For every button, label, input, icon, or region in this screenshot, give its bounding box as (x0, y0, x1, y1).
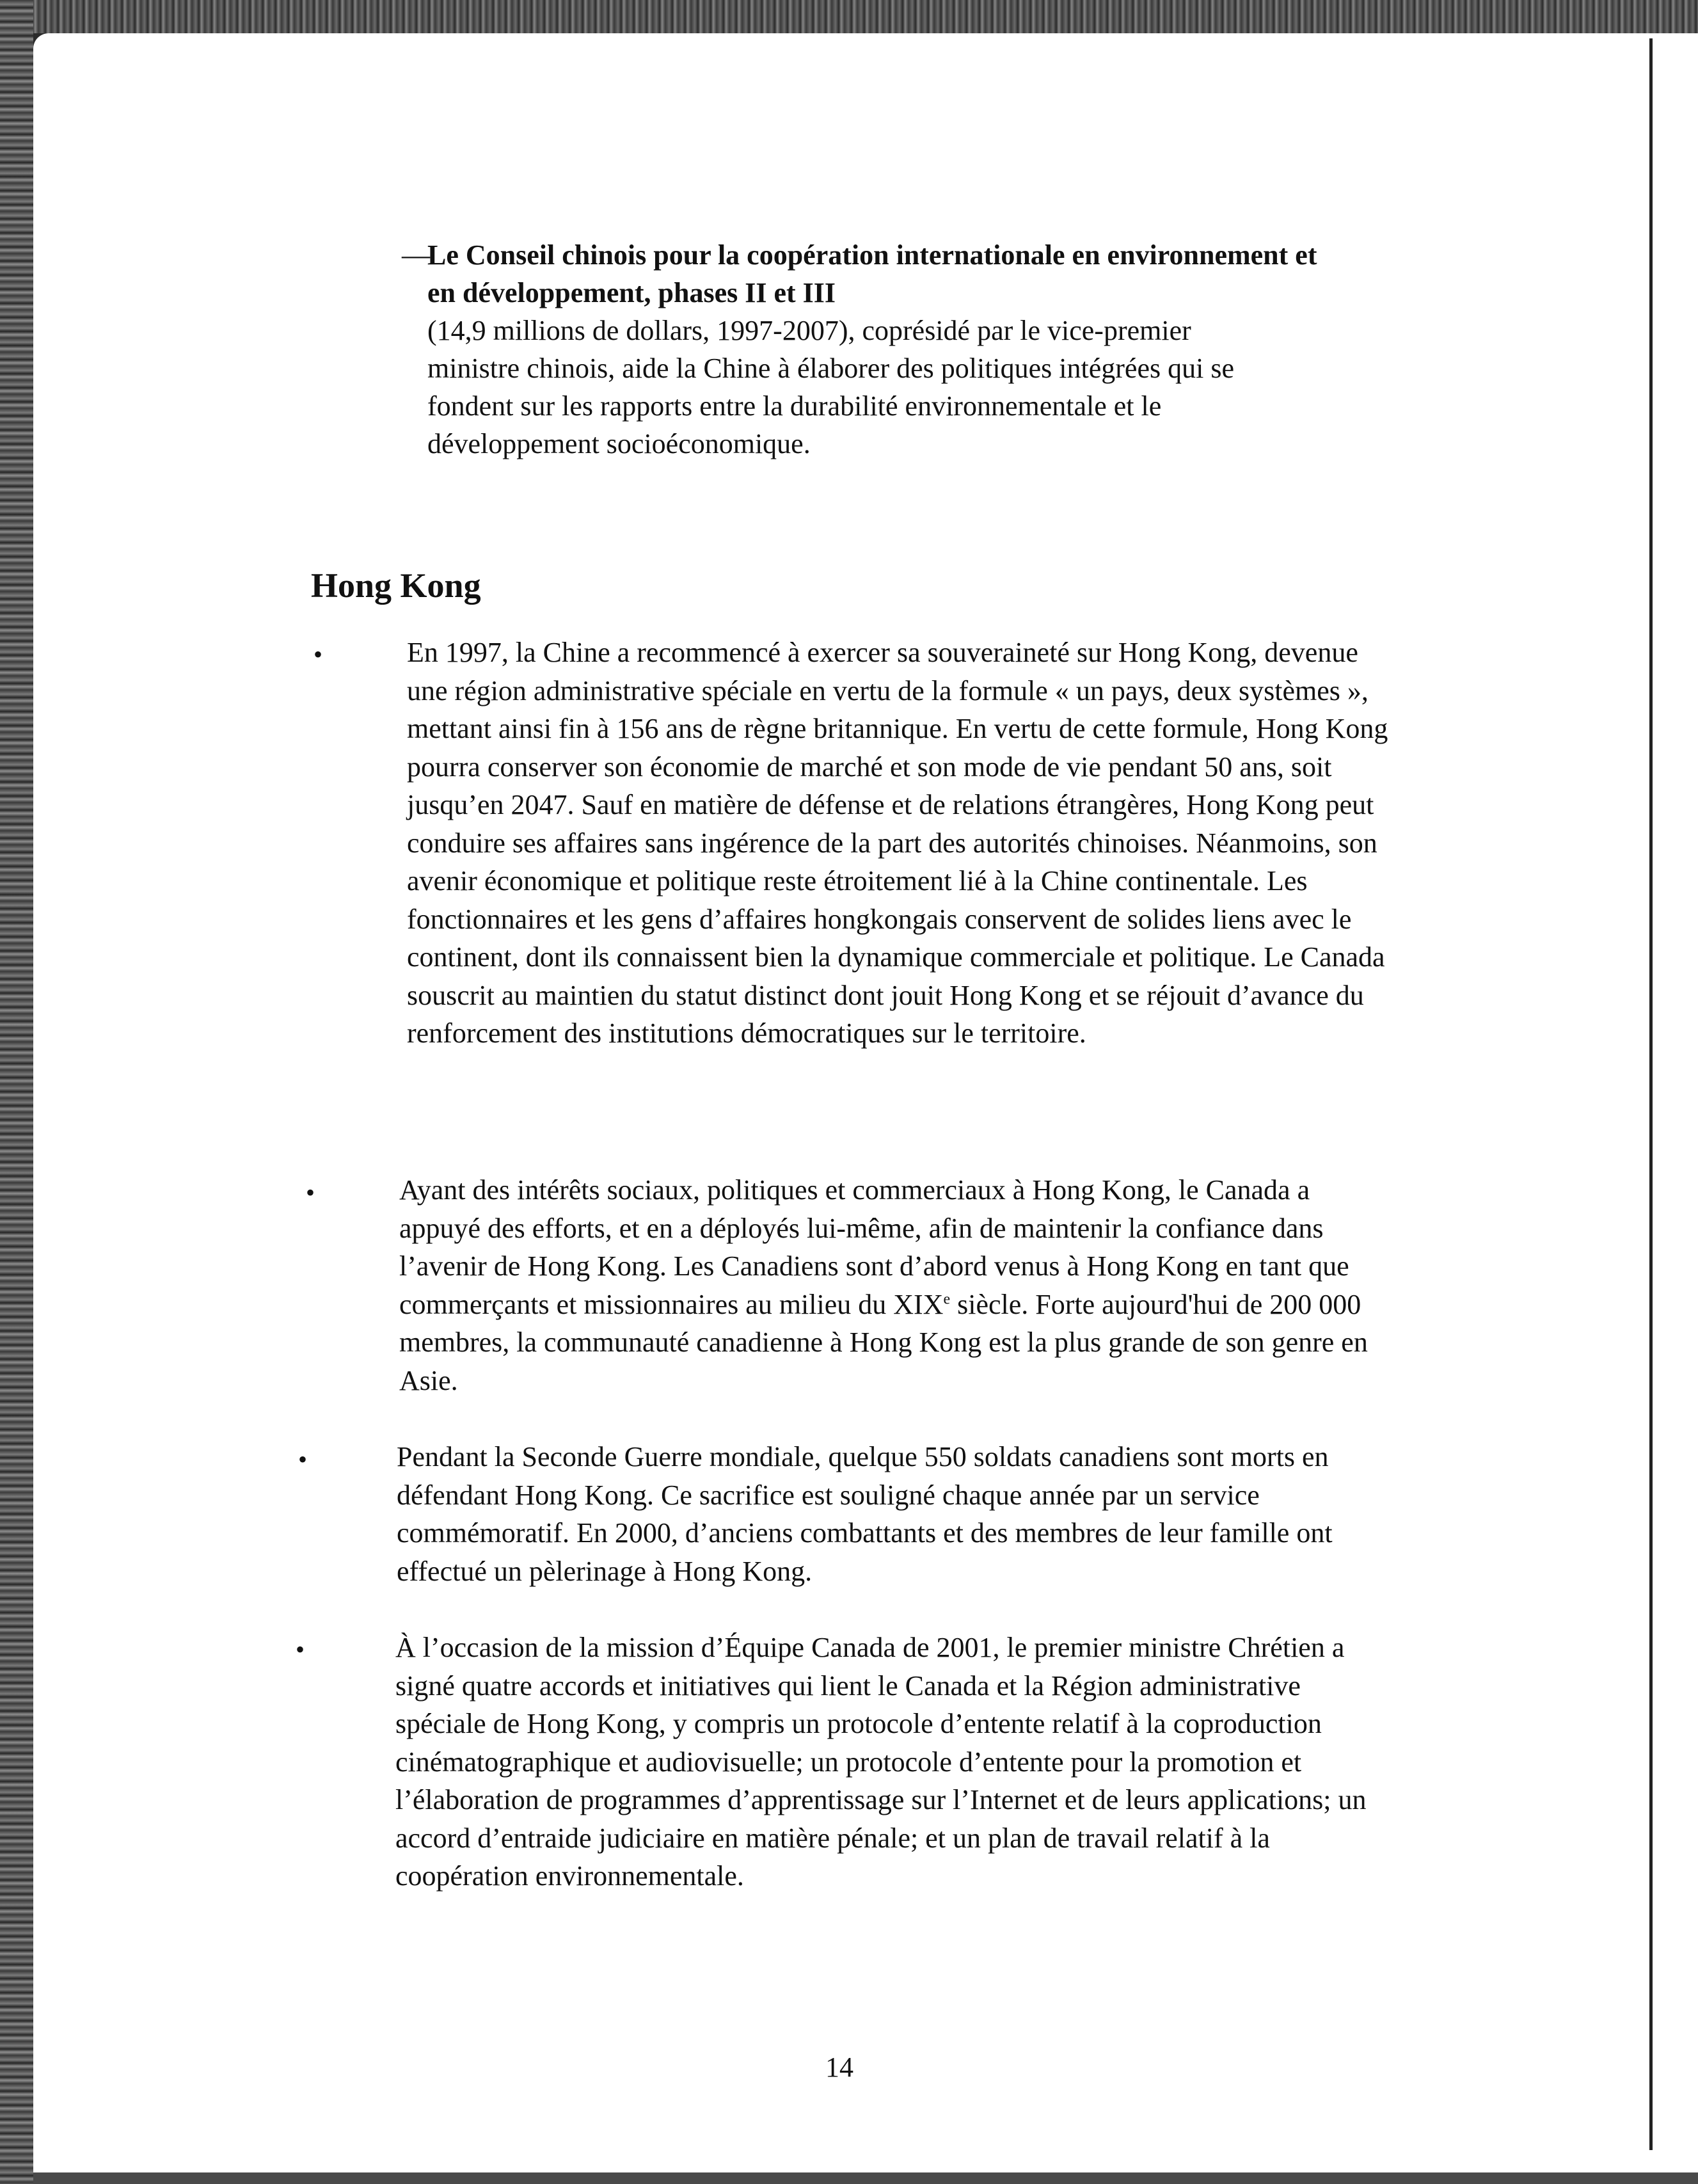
bullet-paragraph-2 (399, 1171, 1385, 1399)
bullet-paragraph-4: À l’occasion de la mission d’Équipe Canada de 2001, le premier ministre Chrétien a signé quatre accords et initiatives qui lient le Canada et la Région administrative spéciale de Hong Kong, y compris un protocole d’entente relatif à la coproduction cinématographique et audiovisuelle; un protocole d’entente pour la promotion et l’élaboration de programmes d’apprentissage sur l’Internet et de leurs applications; un accord d’entraide judiciaire en matière pénale; et un plan de travail relatif à la coopération environnementale. (395, 1632, 1367, 1892)
bullet-paragraph-2-text-a: Ayant des intérêts sociaux, politiques et commerciaux à Hong Kong, le Canada a appuyé des efforts, et en a déployés lui-même, afin de maintenir la confiance dans l’avenir de Hong Kong. Les Canadiens sont d’abord venus à Hong Kong en tant que commerçants et missionnaires au milieu du XIX (399, 1174, 1349, 1320)
century-superscript: e (943, 1290, 951, 1307)
scan-border-top (0, 0, 1698, 33)
scan-border-left (0, 0, 33, 2184)
bullet-paragraph-3: Pendant la Seconde Guerre mondiale, quelque 550 soldats canadiens sont morts en défendant Hong Kong. Ce sacrifice est souligné chaque année par un service commémoratif. En 2000, d’anciens combattants et des membres de leur famille ont effectué un pèlerinage à Hong Kong. (397, 1441, 1333, 1587)
bullet-marker-1: • (313, 640, 323, 669)
page-edge-bottom (33, 2172, 1698, 2184)
section-heading: Hong Kong (311, 566, 481, 605)
bullet-paragraph-2-text-b: siècle. Forte aujourd'hui de 200 000 membres, la communauté canadienne à Hong Kong est la plus grande de son genre en Asie. (399, 1288, 1368, 1396)
entry-title: Le Conseil chinois pour la coopération internationale en environnement et en développement, phases II et III (427, 239, 1317, 308)
bullet-marker-2: • (306, 1178, 315, 1207)
bullet-paragraph-1: En 1997, la Chine a recommencé à exercer sa souveraineté sur Hong Kong, devenue une région administrative spéciale en vertu de la formule « un pays, deux systèmes », mettant ainsi fin à 156 ans de règne britannique. En vertu de cette formule, Hong Kong pourra conserver son économie de marché et son mode de vie pendant 50 ans, soit jusqu’en 2047. Sauf en matière de défense et de relations étrangères, Hong Kong peut conduire ses affaires sans ingérence de la part des autorités chinoises. Néanmoins, son avenir économique et politique reste étroitement lié à la Chine continentale. Les fonctionnaires et les gens d’affaires hongkongais conservent de solides liens avec le continent, dont ils connaissent bien la dynamique commerciale et politique. Le Canada souscrit au maintien du statut distinct dont jouit Hong Kong et se réjouit d’avance du renforcement des institutions démocratiques sur le territoire. (407, 637, 1388, 1049)
page-edge-right (1649, 38, 1653, 2150)
bullet-marker-4: • (296, 1635, 305, 1664)
page-number: 14 (825, 2052, 853, 2083)
entry-block (427, 236, 1387, 463)
entry-dash: — (402, 239, 430, 271)
bullet-marker-3: • (298, 1445, 308, 1474)
entry-body: (14,9 millions de dollars, 1997-2007), coprésidé par le vice-premier ministre chinois, aide la Chine à élaborer des politiques intégrées qui se fondent sur les rapports entre la durabilité environnementale et le développement socioéconomique. (427, 315, 1234, 459)
